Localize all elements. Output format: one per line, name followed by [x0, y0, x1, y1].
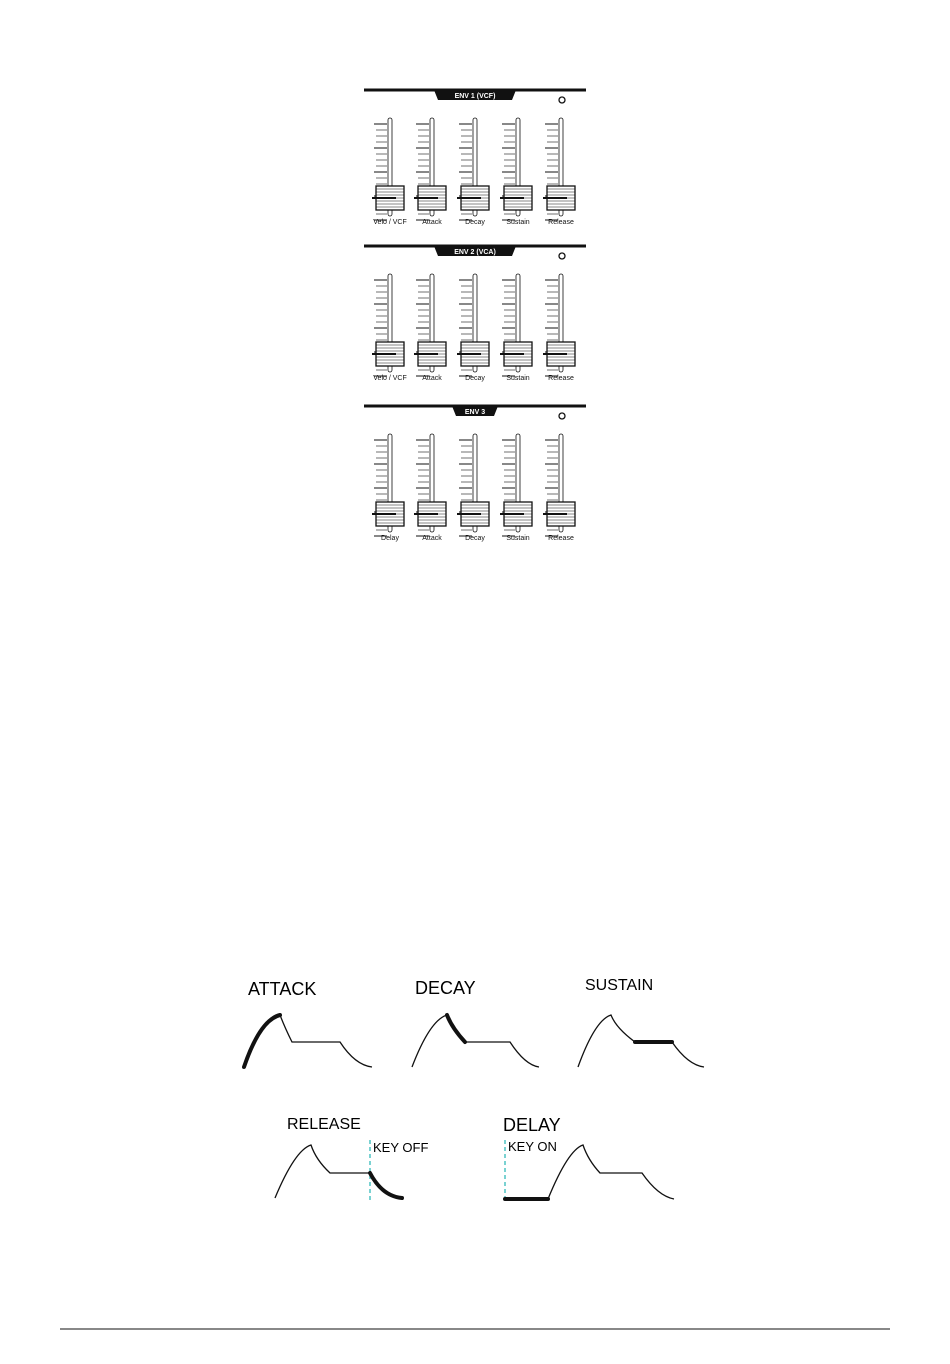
slider-label: Delay — [381, 535, 399, 542]
slider-attack — [414, 274, 446, 382]
attack-label: ATTACK — [248, 979, 317, 999]
section-title: ENV 2 (VCA) — [454, 249, 496, 256]
slider-decay — [457, 118, 489, 226]
decay-diagram — [412, 978, 539, 1067]
delay-diagram — [503, 1115, 674, 1200]
sustain-diagram — [578, 977, 704, 1067]
slider-label: Decay — [465, 535, 485, 542]
section-title: ENV 3 — [464, 409, 486, 416]
slider-decay — [457, 434, 489, 542]
env-section-2 — [364, 246, 586, 382]
delay-envelope-curve — [548, 1145, 674, 1199]
section-title: ENV 1 (VCF) — [454, 93, 496, 100]
slider-attack — [414, 118, 446, 226]
attack-diagram — [244, 979, 372, 1067]
slider-label: Decay — [465, 375, 485, 382]
release-diagram — [275, 1116, 428, 1202]
attack-highlight — [244, 1015, 280, 1067]
slider-label: Release — [548, 219, 574, 226]
slider-delay — [372, 434, 404, 542]
slider-label: Release — [548, 375, 574, 382]
slider-attack — [414, 434, 446, 542]
slider-sustain — [500, 118, 532, 226]
led-indicator — [559, 97, 565, 103]
release-label: RELEASE — [287, 1116, 361, 1133]
delay-label: DELAY — [503, 1115, 561, 1135]
key-off-label: KEY OFF — [373, 1140, 429, 1155]
led-indicator — [559, 253, 565, 259]
slider-label: Sustain — [506, 375, 530, 382]
env-section-3 — [364, 406, 586, 542]
slider-label: Attack — [422, 535, 442, 542]
decay-highlight — [447, 1015, 465, 1042]
slider-release — [543, 118, 575, 226]
envelope-stage-diagrams — [230, 960, 730, 1210]
slider-sustain — [500, 434, 532, 542]
decay-label: DECAY — [415, 978, 476, 998]
key-on-label: KEY ON — [508, 1139, 557, 1154]
slider-label: Sustain — [506, 535, 530, 542]
slider-release — [543, 434, 575, 542]
slider-label: Release — [548, 535, 574, 542]
slider-release — [543, 274, 575, 382]
slider-label: Attack — [422, 219, 442, 226]
slider-label: Sustain — [506, 219, 530, 226]
envelope-slider-panel — [360, 86, 590, 556]
slider-label: Decay — [465, 219, 485, 226]
slider-decay — [457, 274, 489, 382]
slider-label: Attack — [422, 375, 442, 382]
led-indicator — [559, 413, 565, 419]
decay-envelope-curve — [412, 1015, 539, 1067]
release-envelope-curve — [275, 1145, 370, 1198]
slider-velo-vcf — [372, 118, 407, 226]
attack-envelope-curve — [244, 1015, 372, 1067]
env-section-1 — [364, 90, 586, 226]
slider-sustain — [500, 274, 532, 382]
slider-velo-vcf — [372, 274, 407, 382]
slider-label: Velo / VCF — [373, 219, 407, 226]
footer-rule — [60, 1328, 890, 1330]
slider-label: Velo / VCF — [373, 375, 407, 382]
release-highlight — [370, 1173, 402, 1198]
sustain-label: SUSTAIN — [585, 977, 654, 994]
